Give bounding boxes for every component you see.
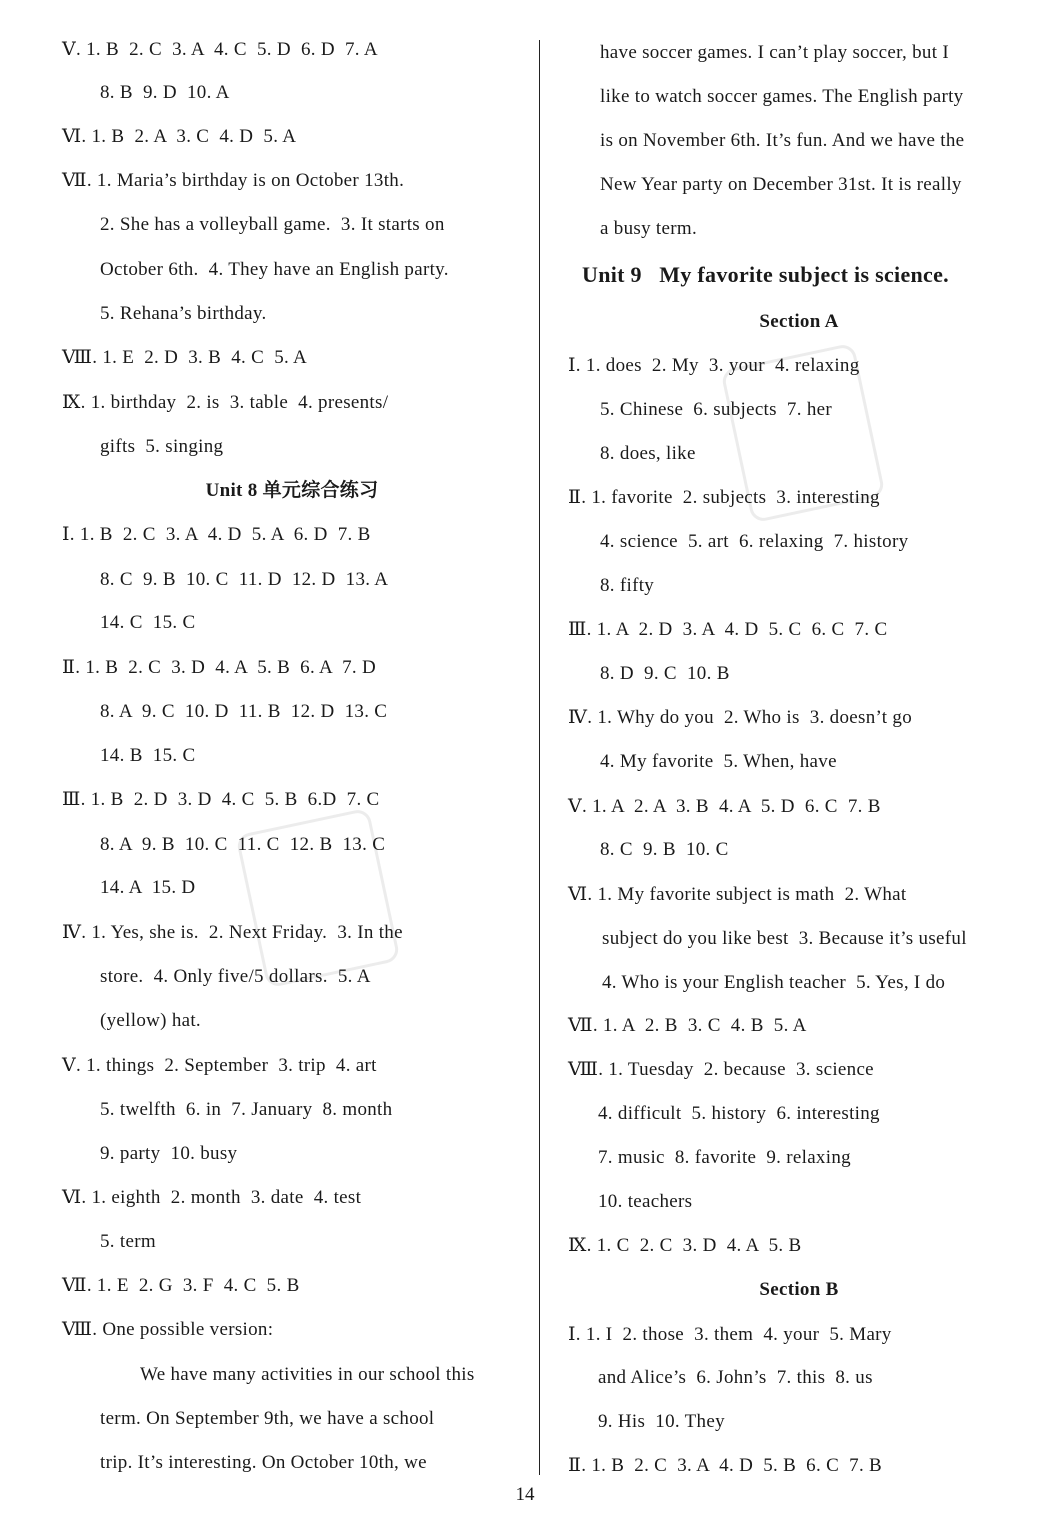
answer-line: 8. C 9. B 10. C 11. D 12. D 13. A — [100, 569, 389, 590]
answer-line: Ⅰ. 1. B 2. C 3. A 4. D 5. A 6. D 7. B — [62, 524, 371, 545]
answer-line: 5. term — [100, 1231, 156, 1252]
answer-line: 5. twelfth 6. in 7. January 8. month — [100, 1099, 393, 1120]
answer-line: 9. His 10. They — [598, 1411, 725, 1432]
answer-line: subject do you like best 3. Because it’s useful — [602, 928, 967, 949]
answer-line: October 6th. 4. They have an English party. — [100, 259, 449, 280]
answer-line: Ⅲ. 1. B 2. D 3. D 4. C 5. B 6.D 7. C — [62, 789, 380, 810]
answer-line: Ⅰ. 1. I 2. those 3. them 4. your 5. Mary — [568, 1324, 892, 1345]
answer-line: 4. My favorite 5. When, have — [600, 751, 837, 772]
answer-line: Ⅴ. 1. things 2. September 3. trip 4. art — [62, 1055, 377, 1076]
answer-line: Ⅲ. 1. A 2. D 3. A 4. D 5. C 6. C 7. C — [568, 619, 888, 640]
answer-line: is on November 6th. It’s fun. And we have the — [600, 130, 965, 151]
answer-line: We have many activities in our school this — [140, 1364, 475, 1385]
answer-line: Ⅱ. 1. B 2. C 3. D 4. A 5. B 6. A 7. D — [62, 657, 377, 678]
section-heading: Unit 8 单元综合练习 — [205, 480, 379, 501]
answer-line: 2. She has a volleyball game. 3. It starts on — [100, 214, 445, 235]
answer-line: 9. party 10. busy — [100, 1143, 238, 1164]
answer-line: like to watch soccer games. The English party — [600, 86, 964, 107]
answer-line: Ⅵ. 1. My favorite subject is math 2. What — [568, 884, 907, 905]
answer-line: and Alice’s 6. John’s 7. this 8. us — [598, 1367, 873, 1388]
answer-line: Ⅵ. 1. eighth 2. month 3. date 4. test — [62, 1187, 362, 1208]
page-number: 14 — [515, 1484, 535, 1505]
answer-line: 8. does, like — [600, 443, 696, 464]
column-divider — [539, 40, 540, 1475]
answer-line: Ⅳ. 1. Why do you 2. Who is 3. doesn’t go — [568, 707, 913, 728]
answer-line: Ⅶ. 1. Maria’s birthday is on October 13th. — [62, 170, 405, 191]
answer-line: Ⅰ. 1. does 2. My 3. your 4. relaxing — [568, 355, 860, 376]
answer-line: have soccer games. I can’t play soccer, but I — [600, 42, 949, 63]
answer-line: Ⅷ. 1. Tuesday 2. because 3. science — [568, 1059, 874, 1080]
answer-line: term. On September 9th, we have a school — [100, 1408, 435, 1429]
answer-line: gifts 5. singing — [100, 436, 224, 457]
answer-line: 7. music 8. favorite 9. relaxing — [598, 1147, 851, 1168]
answer-line: 10. teachers — [598, 1191, 693, 1212]
answer-line: 8. B 9. D 10. A — [100, 82, 230, 103]
answer-line: 14. B 15. C — [100, 745, 196, 766]
answer-line: 4. Who is your English teacher 5. Yes, I do — [602, 972, 946, 993]
answer-line: Ⅳ. 1. Yes, she is. 2. Next Friday. 3. In the — [62, 922, 403, 943]
unit-title: Unit 9 My favorite subject is science. — [582, 262, 949, 287]
answer-line: 8. A 9. B 10. C 11. C 12. B 13. C — [100, 834, 386, 855]
answer-line: (yellow) hat. — [100, 1010, 201, 1031]
answer-line: 8. D 9. C 10. B — [600, 663, 730, 684]
section-heading: Section B — [759, 1279, 839, 1300]
answer-line: 14. C 15. C — [100, 612, 196, 633]
answer-line: 5. Rehana’s birthday. — [100, 303, 267, 324]
answer-line: Ⅷ. 1. E 2. D 3. B 4. C 5. A — [62, 347, 308, 368]
answer-line: a busy term. — [600, 218, 697, 239]
answer-line: 8. A 9. C 10. D 11. B 12. D 13. C — [100, 701, 388, 722]
answer-line: Ⅶ. 1. E 2. G 3. F 4. C 5. B — [62, 1275, 300, 1296]
answer-line: Ⅸ. 1. C 2. C 3. D 4. A 5. B — [568, 1235, 802, 1256]
answer-line: Ⅵ. 1. B 2. A 3. C 4. D 5. A — [62, 126, 297, 147]
answer-line: 4. difficult 5. history 6. interesting — [598, 1103, 880, 1124]
answer-line: store. 4. Only five/5 dollars. 5. A — [100, 966, 371, 987]
answer-line: Ⅷ. One possible version: — [62, 1319, 274, 1340]
answer-line: 4. science 5. art 6. relaxing 7. history — [600, 531, 909, 552]
answer-line: trip. It’s interesting. On October 10th, we — [100, 1452, 427, 1473]
answer-line: Ⅸ. 1. birthday 2. is 3. table 4. presents/ — [62, 392, 389, 413]
answer-line: Ⅱ. 1. favorite 2. subjects 3. interesting — [568, 487, 880, 508]
answer-line: Ⅱ. 1. B 2. C 3. A 4. D 5. B 6. C 7. B — [568, 1455, 883, 1476]
section-heading: Section A — [759, 311, 839, 332]
answer-line: 8. fifty — [600, 575, 655, 596]
answer-line: Ⅶ. 1. A 2. B 3. C 4. B 5. A — [568, 1015, 807, 1036]
answer-line: 8. C 9. B 10. C — [600, 839, 729, 860]
answer-line: 5. Chinese 6. subjects 7. her — [600, 399, 832, 420]
answer-line: Ⅴ. 1. B 2. C 3. A 4. C 5. D 6. D 7. A — [62, 39, 378, 60]
answer-line: 14. A 15. D — [100, 877, 196, 898]
answer-line: New Year party on December 31st. It is really — [600, 174, 962, 195]
answer-line: Ⅴ. 1. A 2. A 3. B 4. A 5. D 6. C 7. B — [568, 796, 881, 817]
